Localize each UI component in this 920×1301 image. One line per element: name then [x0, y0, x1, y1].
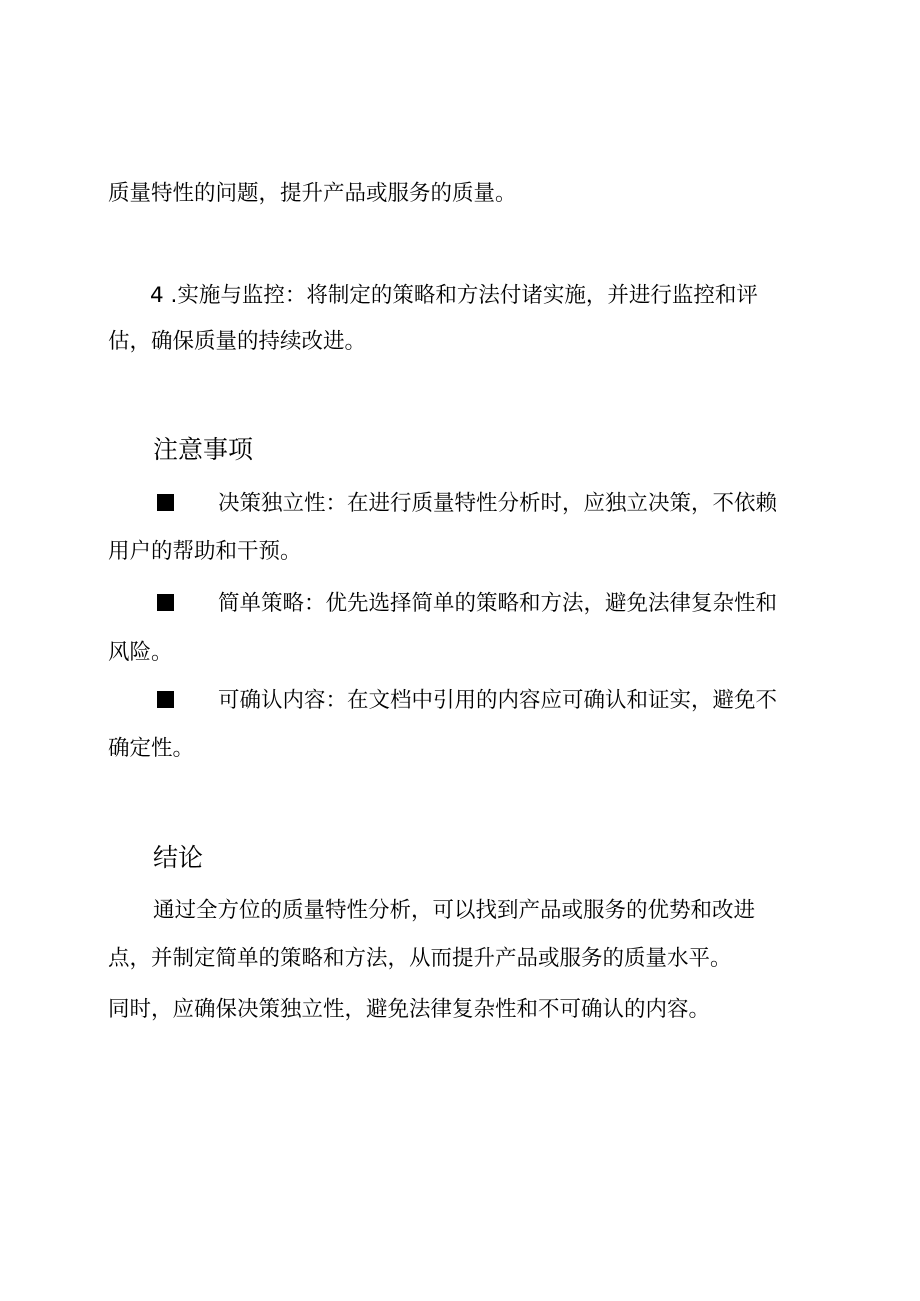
step4-line1: 4 .实施与监控：将制定的策略和方法付诸实施，并进行监控和评	[150, 283, 758, 308]
conclusion-heading: 结论	[153, 843, 204, 872]
conclusion-line1: 通过全方位的质量特性分析，可以找到产品或服务的优势和改进	[153, 898, 756, 923]
note-item-2-bullet	[157, 591, 174, 617]
note-item-3-bullet	[157, 688, 174, 714]
note-item-3-line1: 可确认内容：在文档中引用的内容应可确认和证实，避免不	[218, 688, 778, 713]
intro-tail-text: 质量特性的问题，提升产品或服务的质量。	[108, 181, 517, 206]
square-bullet-icon	[157, 594, 174, 611]
note-item-3-line2: 确定性。	[108, 736, 195, 761]
note-item-1-line1: 决策独立性：在进行质量特性分析时，应独立决策，不依赖	[218, 491, 778, 516]
note-item-2-line2: 风险。	[108, 640, 173, 665]
conclusion-line3: 同时，应确保决策独立性，避免法律复杂性和不可确认的内容。	[108, 997, 711, 1022]
square-bullet-icon	[157, 691, 174, 708]
note-item-1-line2: 用户的帮助和干预。	[108, 539, 302, 564]
step4-line2: 估，确保质量的持续改进。	[108, 329, 367, 354]
note-item-2-line1: 简单策略：优先选择简单的策略和方法，避免法律复杂性和	[218, 591, 778, 616]
square-bullet-icon	[157, 494, 174, 511]
note-item-1-bullet	[157, 491, 174, 517]
conclusion-line2: 点，并制定简单的策略和方法，从而提升产品或服务的质量水平。	[108, 946, 732, 971]
notes-heading: 注意事项	[153, 435, 254, 464]
